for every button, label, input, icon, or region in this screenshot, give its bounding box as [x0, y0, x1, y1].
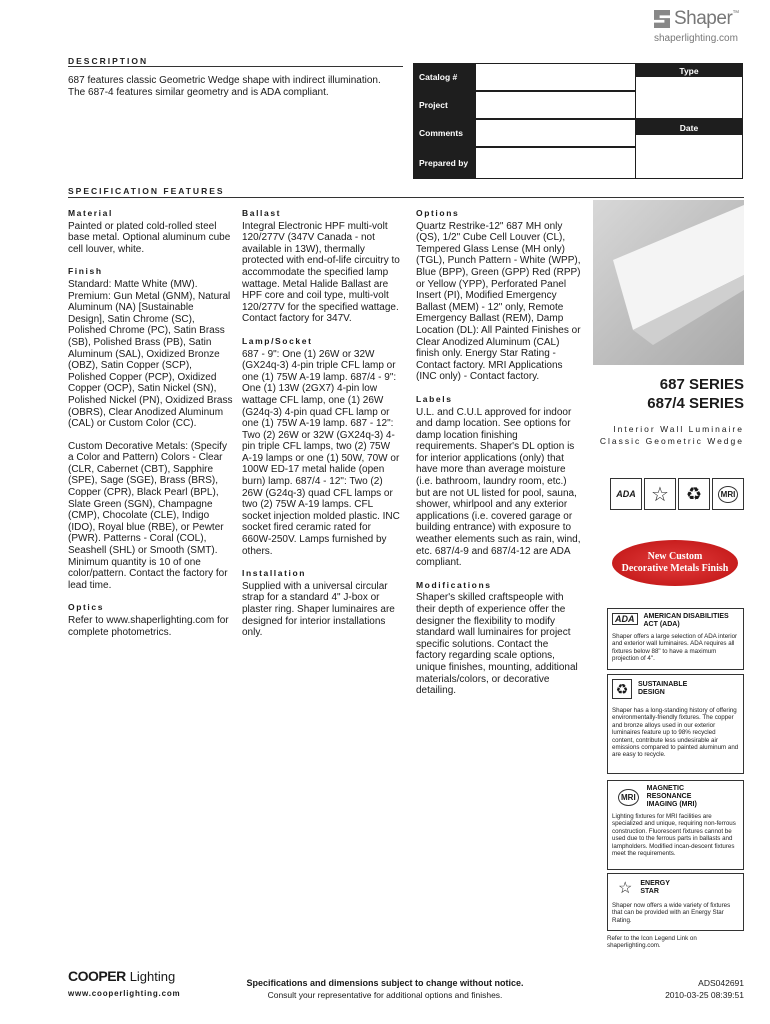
- mri-text: Lighting fixtures for MRI facilities are specialized and unique, requiring non-ferrous construction. Fluorescent fixtures cannot be used due to the ferrous parts in ballasts and lampholders. Modified incan-descent fixtures meet the requirements.: [612, 813, 736, 858]
- material-title: Material: [68, 208, 113, 218]
- description-rule: [68, 66, 403, 67]
- date-label: Date: [679, 123, 699, 133]
- doc-code: ADS042691: [698, 978, 744, 988]
- shaper-logo: [654, 8, 764, 30]
- mri-info-icon: MRI: [618, 789, 639, 806]
- series-title-1: 687 SERIES: [659, 376, 744, 393]
- mri-badge-label: MRI: [718, 486, 739, 503]
- energy-info-icon: ☆: [618, 880, 633, 897]
- ada-text: Shaper offers a large selection of ADA interior and exterior wall luminaires. ADA requires all fixtures below 88" to have a maximum projection of 4".: [612, 633, 738, 663]
- sustainable-text: Shaper has a long-standing history of offering environmentally-friendly fixtures. The copper and bronze alloys used in our exterior luminaires feature up to 98% recycled content, contribute less undesirable air emissions compared to painted aluminum and are easy to recycle.: [612, 707, 739, 759]
- spec-col-3: [416, 208, 581, 697]
- type-box[interactable]: [635, 63, 743, 119]
- custom-metals-promo[interactable]: [612, 540, 738, 586]
- cooper-logo: [68, 968, 175, 984]
- optics-title: Optics: [68, 602, 105, 613]
- labels-title: Labels: [416, 393, 453, 404]
- modifications-title: Modifications: [416, 579, 492, 590]
- catalog-label: Catalog #: [413, 63, 475, 91]
- finish-text: Standard: Matte White (MW). Premium: Gun Metal (GNM), Natural Aluminum (NA) [Sustainable Design], Satin Chrome (SC), Polished Chrome (PC), Satin Brass (SB), Polished Brass (PB), Satin Aluminum (SAL), Oxidized Bronze (OBZ), Satin Copper (SCP), Polished Copper (PCP), Oxidized Copper (OCP), Satin Nickel (SN), Polished Nickel (PN), Oxidized Brass (OBRS), Clear Anodized Aluminum (CAL) or Custom Color (CC).: [68, 278, 233, 430]
- ballast-text: Integral Electronic HPF multi-volt 120/277V (347V Canada - not available in 13W), thermally protected with end-of-life circuitry to accommodate the specified lamp wattage. Metal Halide Ballast are HPF core and coil type, multi-volt 120/277V for the specified wattage. Contact factory for 347V.: [242, 220, 400, 325]
- options-text: Quartz Restrike-12" 687 MH only (QS), 1/2" Cube Cell Louver (CL), Tempered Glass Lense (MH only) (TGL), Punch Pattern - White (WPP), Blue (BPP), Green (GPP) Red (RPP) or Yellow (YPP), Perforated Panel Insert (PI), Modified Emergency Ballast (MEM) - 12" only, Remote Emergency Ballast (REM), Damp Location (DL): All Painted Finishes or Clear Anodized Aluminum (CAL) finish only. Energy Star Rating - Contact factory. MRI Applications (INC only) - Contact factory.: [416, 220, 581, 383]
- brand-url[interactable]: shaperlighting.com: [654, 33, 738, 44]
- product-image: [593, 200, 744, 365]
- description-header: DESCRIPTION: [68, 56, 149, 66]
- wedge-fixture-shape: [593, 200, 744, 365]
- cooper-word: COOPER: [68, 968, 126, 984]
- sustainable-badge-icon: ♻: [678, 478, 710, 510]
- date-box[interactable]: [635, 119, 743, 179]
- spec-header: SPECIFICATION FEATURES: [68, 186, 225, 196]
- type-field[interactable]: [636, 77, 742, 118]
- promo-line-2: Decorative Metals Finish: [621, 563, 729, 574]
- energy-text: Shaper now offers a wide variety of fixtures that can be provided with an Energy Star Rating.: [612, 902, 731, 924]
- sustainable-title-2: DESIGN: [638, 689, 665, 696]
- lighting-word: Lighting: [129, 969, 176, 984]
- ada-title-1: AMERICAN DISABILITIES: [643, 613, 729, 620]
- mri-title-1: MAGNETIC: [646, 785, 685, 792]
- series-sub-1: Interior Wall Luminaire: [613, 424, 744, 434]
- spec-col-2: [242, 208, 402, 639]
- material-text: Painted or plated cold-rolled steel base metal. Optional aluminum cube cell louver, white.: [68, 220, 231, 255]
- labels-text: U.L. and C.U.L approved for indoor and damp location. See options for damp location finishing requirements. Shaper's DL option is for interior applications (only) that have more than average moisture (i.e. bathroom, laundry room, etc.) but are not UL listed for pool, sauna, shower, whirlpool and any exterior applications (i.e. covered garage or building entrance) with exposure to weather elements such as rain, wind, etc. 687/4-9 and 687/4-12 are ADA compliant.: [416, 406, 581, 569]
- ada-badge-icon: ADA: [610, 478, 642, 510]
- mri-info-box: [607, 780, 744, 870]
- sustainable-info-box: [607, 674, 744, 774]
- ada-title-2: ACT (ADA): [643, 621, 680, 628]
- brand-tm: ™: [732, 10, 740, 17]
- optics-text: Refer to www.shaperlighting.com for complete photometrics.: [68, 615, 229, 638]
- icon-legend-note: Refer to the Icon Legend Link on shaperlighting.com.: [607, 935, 697, 950]
- series-title-2: 687/4 SERIES: [647, 395, 744, 412]
- mri-title-3: IMAGING (MRI): [646, 801, 697, 808]
- cooper-url[interactable]: www.cooperlighting.com: [68, 989, 181, 998]
- project-label: Project: [413, 91, 475, 119]
- comments-label: Comments: [413, 119, 475, 147]
- installation-text: Supplied with a universal circular strap for a standard 4" J-box or plaster ring. Shaper luminaires are designed for interior installations only.: [242, 580, 395, 639]
- installation-title: Installation: [242, 568, 307, 579]
- ada-info-box: [607, 608, 744, 670]
- badge-row: [610, 478, 744, 508]
- date-field[interactable]: [636, 135, 742, 178]
- sustainable-info-icon: ♻: [612, 679, 632, 699]
- prepared-by-label: Prepared by: [413, 147, 475, 179]
- energy-star-badge-icon: ☆: [644, 478, 676, 510]
- lamp-text: 687 - 9": One (1) 26W or 32W (GX24q-3) 4-pin triple CFL lamp or one (1) 75W A-19 lamp. 687/4 - 9": One (1) 13W (2GX7) 4-pin low wattage CFL lamp, one (1) 26W (G24q-3) 4-pin quad CFL lamp or one (1) 75W A-19 lamp. 687 - 12": Two (2) 26W or 32W (GX24q-3) 4-pin triple CFL lamps, two (2) 75W A-19 lamps or one (1) 50W, 70W or 100W ED-17 metal halide (open burn) lamp. 687/4 - 12": Two (2) 26W (G24q-3) quad CFL lamps or two (2) 75W A-19 lamps. CFL socket injection molded plastic. INC socket fired ceramic rated for 660W-250V. Lamps furnished by others.: [242, 348, 400, 557]
- type-label: Type: [679, 66, 699, 76]
- change-notice: Specifications and dimensions subject to change without notice.: [246, 978, 524, 988]
- options-title: Options: [416, 208, 460, 218]
- modifications-text: Shaper's skilled craftspeople with their depth of experience offer the designer the flexibility to modify standard wall luminaires for project specific solutions. Contact the factory regarding scale options, unique finishes, mounting, additional materials/colors, or decorative detailing.: [416, 592, 578, 697]
- brand-name: Shaper: [674, 8, 733, 29]
- mri-badge-icon: [712, 478, 744, 510]
- doc-date: 2010-03-25 08:39:51: [665, 990, 744, 1000]
- ballast-title: Ballast: [242, 208, 282, 218]
- series-sub-2: Classic Geometric Wedge: [599, 436, 744, 446]
- ada-info-icon: ADA: [612, 613, 638, 625]
- shaper-logo-icon: [654, 10, 670, 28]
- description-text: 687 features classic Geometric Wedge shape with indirect illumination. The 687-4 features similar geometry and is ADA compliant.: [68, 75, 381, 98]
- custom-metals-text: Custom Decorative Metals: (Specify a Color and Pattern) Colors - Clear (CLR, Cabernet (CBT), Sapphire (SPE), Sage (SGE), Brass (BRS), Copper (CPR), Black Pearl (BPL), Slate Green (SGN), Champagne (CMP), Chocolate (CLE), Indigo (IDO), Royal blue (RBE), or Pewter (PWR). Patterns - Coral (COL), Seashell (SHL) or Smooth (SMT). Minimum quantity is 10 of one color/pattern. Contact the factory for lead time.: [68, 440, 228, 591]
- finish-title: Finish: [68, 266, 103, 277]
- mri-title-2: RESONANCE: [646, 793, 692, 800]
- lamp-title: Lamp/Socket: [242, 335, 313, 346]
- sustainable-title-1: SUSTAINABLE: [638, 681, 688, 688]
- energy-info-box: [607, 873, 744, 931]
- spec-col-1: [68, 208, 233, 638]
- promo-line-1: New Custom: [647, 551, 703, 562]
- energy-title-1: ENERGY: [640, 880, 670, 887]
- energy-title-2: STAR: [640, 888, 659, 895]
- consult-note: Consult your representative for additional options and finishes.: [267, 990, 503, 1000]
- spec-rule: [68, 197, 744, 198]
